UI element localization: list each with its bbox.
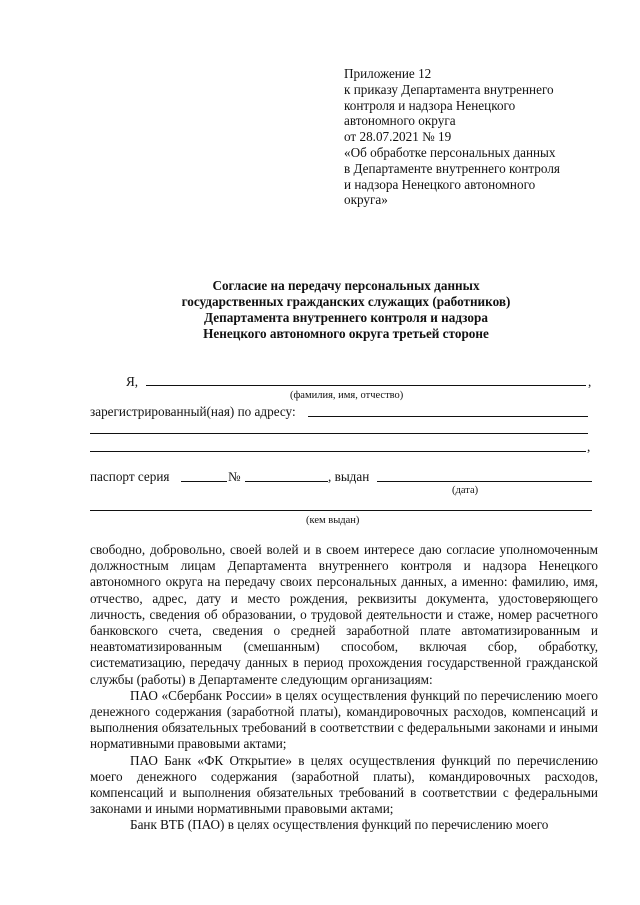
appendix-line: Приложение 12 bbox=[344, 66, 432, 81]
consent-body bbox=[90, 542, 598, 834]
appendix-line: контроля и надзора Ненецкого bbox=[344, 97, 516, 113]
date-hint: (дата) bbox=[452, 485, 479, 496]
document-title bbox=[90, 278, 602, 342]
issued-by-field[interactable] bbox=[90, 510, 592, 511]
issue-date-field[interactable] bbox=[377, 481, 592, 482]
passport-number-field[interactable] bbox=[245, 481, 328, 482]
issued-label: , выдан bbox=[328, 469, 370, 484]
address-field-3[interactable] bbox=[90, 451, 586, 452]
fio-field[interactable] bbox=[146, 385, 586, 386]
fio-hint: (фамилия, имя, отчество) bbox=[290, 390, 404, 401]
appendix-line: и надзора Ненецкого автономного bbox=[344, 176, 536, 192]
title-line: Ненецкого автономного округа третьей стороне bbox=[203, 326, 489, 341]
appendix-line: «Об обработке персональных данных bbox=[344, 144, 556, 160]
body-paragraph: свободно, добровольно, своей волей и в своем интересе даю согласие уполномоченным должностным лицам Департамента внутреннего контроля и надзора Ненецкого автономного округа на передачу своих персональных данных, а именно: фамилию, имя, отчество, адрес, дату и место рождения, реквизиты документа, удостоверяющего личность, сведения об образовании, о трудовой деятельности и стаже, номер расчетного банковского счета, сведения о средней заработной плате автоматизированным и неавтоматизированным (смешанным) способом, включая сбор, обработку, систематизацию, передачу данных в период прохождения государственной гражданской службы (работы) в Департаменте следующим организациям: bbox=[90, 542, 598, 687]
passport-series-field[interactable] bbox=[181, 481, 227, 482]
appendix-line: округа» bbox=[344, 192, 388, 208]
appendix-line: от 28.07.2021 № 19 bbox=[344, 129, 452, 145]
body-paragraph-otkritie: ПАО Банк «ФК Открытие» в целях осуществления функций по перечислению моего денежного содержания (заработной платы), командировочных расходов, компенсаций и выполнения обязательных требований в соответствии с федеральными законами и иными нормативными правовыми актами; bbox=[90, 752, 598, 817]
title-line: Департамента внутреннего контроля и надзора bbox=[204, 310, 488, 325]
appendix-line: к приказу Департамента внутреннего bbox=[344, 81, 554, 97]
passport-number-label: № bbox=[228, 469, 241, 484]
appendix-line: в Департаменте внутреннего контроля bbox=[344, 160, 560, 176]
appendix-block bbox=[344, 66, 614, 208]
body-paragraph-sberbank: ПАО «Сбербанк России» в целях осуществления функций по перечислению моего денежного содержания (заработной платы), командировочных расходов, компенсаций и выполнения обязательных требований в соответствии с федеральными законами и иными нормативными правовыми актами; bbox=[90, 687, 598, 752]
address-label: зарегистрированный(ная) по адресу: bbox=[90, 404, 296, 419]
address-field-2[interactable] bbox=[90, 433, 588, 434]
appendix-line: автономного округа bbox=[344, 113, 456, 129]
comma: , bbox=[588, 374, 592, 389]
passport-series-label: паспорт серия bbox=[90, 469, 170, 484]
issued-by-hint: (кем выдан) bbox=[306, 515, 360, 526]
comma: , bbox=[587, 439, 591, 454]
title-line: государственных гражданских служащих (работников) bbox=[181, 294, 511, 309]
ya-label: Я, bbox=[126, 374, 139, 389]
address-field-1[interactable] bbox=[308, 416, 588, 417]
title-line: Согласие на передачу персональных данных bbox=[212, 278, 480, 293]
body-paragraph-vtb: Банк ВТБ (ПАО) в целях осуществления функций по перечислению моего bbox=[130, 817, 549, 833]
